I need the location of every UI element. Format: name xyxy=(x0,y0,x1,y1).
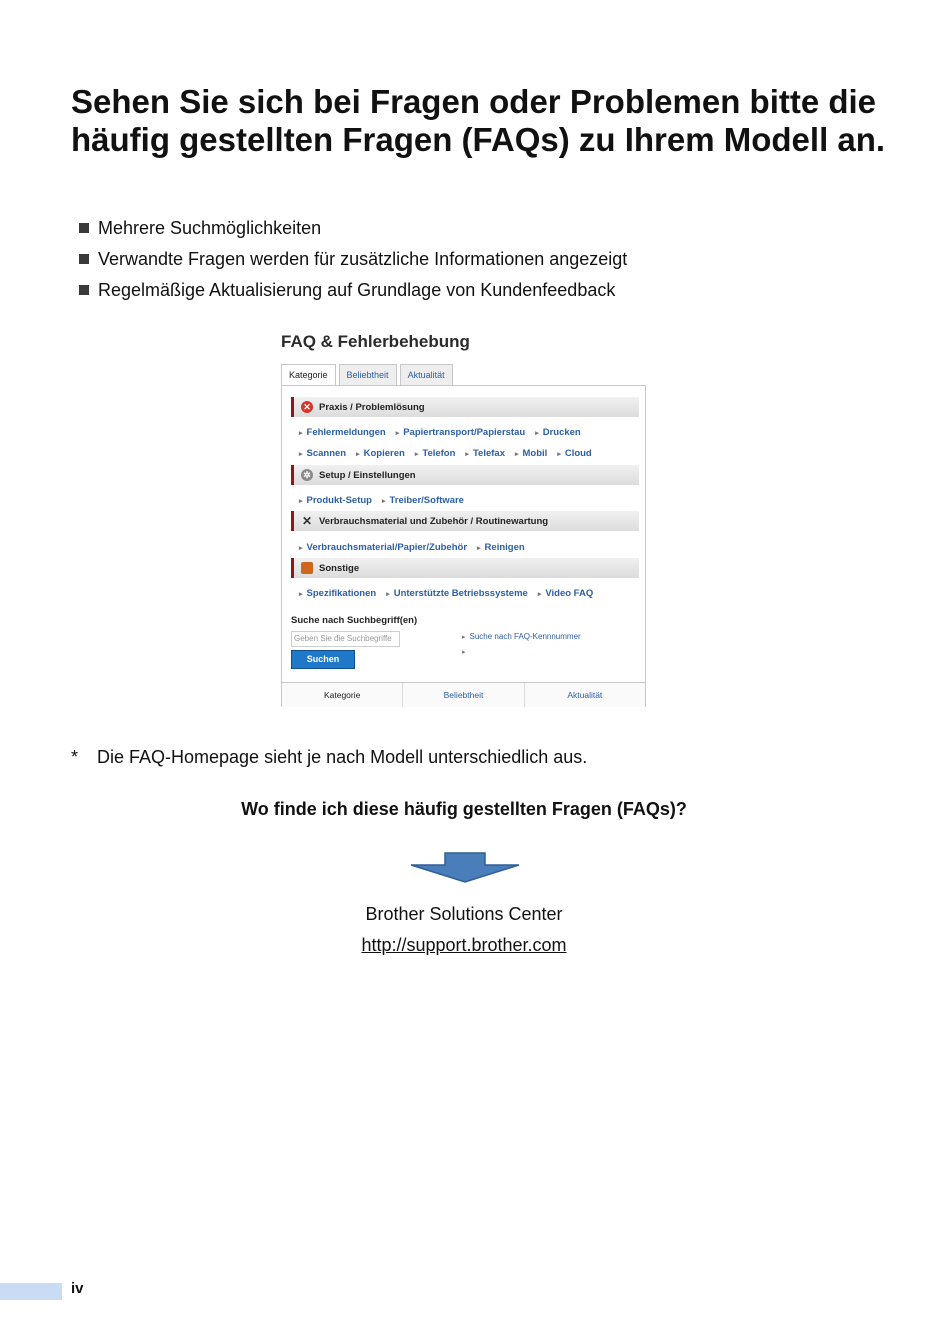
link-treiber-software[interactable]: ▸ Treiber/Software xyxy=(382,495,464,506)
tab-kategorie[interactable]: Kategorie xyxy=(281,364,336,387)
page-number: iv xyxy=(71,1280,84,1297)
tools-icon: ✕ xyxy=(301,514,313,528)
list-item: Mehrere Suchmöglichkeiten xyxy=(79,216,627,247)
link-drucken[interactable]: ▸ Drucken xyxy=(535,427,581,438)
link-produkt-setup[interactable]: ▸ Produkt-Setup xyxy=(299,495,372,506)
bottom-tab-aktualitaet[interactable]: Aktualität xyxy=(567,690,603,700)
link-telefon[interactable]: ▸ Telefon xyxy=(415,448,456,459)
square-bullet-icon xyxy=(79,285,89,295)
solutions-center-url-row xyxy=(0,933,928,957)
gear-icon: ✲ xyxy=(301,469,313,481)
tab-beliebtheit[interactable]: Beliebtheit xyxy=(339,364,397,385)
category-setup: ✲ Setup / Einstellungen xyxy=(291,465,639,485)
solutions-center-name: Brother Solutions Center xyxy=(365,904,563,924)
error-circle-icon: ✕ xyxy=(301,401,313,413)
link-betriebssysteme[interactable]: ▸ Unterstützte Betriebssysteme xyxy=(386,588,528,599)
bottom-tab-kategorie[interactable]: Kategorie xyxy=(282,683,403,707)
footnote-marker: * xyxy=(71,747,79,767)
faq-number-link[interactable]: ▸ Suche nach FAQ-Kennnummer xyxy=(462,632,581,641)
bottom-tab-bar xyxy=(282,682,645,707)
faq-panel xyxy=(281,385,646,707)
search-button[interactable]: Suchen xyxy=(291,650,355,669)
arrow-down-icon xyxy=(408,852,522,884)
list-item: Verwandte Fragen werden für zusätzliche Informationen angezeigt xyxy=(79,247,627,278)
link-kopieren[interactable]: ▸ Kopieren xyxy=(356,448,405,459)
chevron-right-icon: ▸ xyxy=(462,649,466,656)
verbrauch-links xyxy=(299,542,535,553)
category-sonstige: Sonstige xyxy=(291,558,639,578)
link-reinigen[interactable]: ▸ Reinigen xyxy=(477,542,525,553)
link-papiertransport[interactable]: ▸ Papiertransport/Papierstau xyxy=(396,427,525,438)
list-item: Regelmäßige Aktualisierung auf Grundlage von Kundenfeedback xyxy=(79,278,627,309)
praxis-links-row1 xyxy=(299,427,591,438)
solutions-center-link[interactable]: http://support.brother.com xyxy=(361,935,567,955)
page-marker-bar xyxy=(0,1283,62,1300)
category-verbrauch: ✕ Verbrauchsmaterial und Zubehör / Routinewartung xyxy=(291,511,639,531)
page-heading: Sehen Sie sich bei Fragen oder Problemen bitte die häufig gestellten Fragen (FAQs) zu Ihrem Modell an. xyxy=(71,83,886,158)
link-spezifikationen[interactable]: ▸ Spezifikationen xyxy=(299,588,376,599)
square-bullet-icon xyxy=(79,223,89,233)
tab-aktualitaet[interactable]: Aktualität xyxy=(400,364,453,385)
search-input[interactable]: Geben Sie die Suchbegriffe xyxy=(291,631,400,647)
search-label: Suche nach Suchbegriff(en) xyxy=(291,615,418,626)
praxis-links-row2 xyxy=(299,448,602,459)
link-video-faq[interactable]: ▸ Video FAQ xyxy=(538,588,593,599)
faq-tabs xyxy=(281,364,456,385)
link-mobil[interactable]: ▸ Mobil xyxy=(515,448,547,459)
bottom-tab-beliebtheit[interactable]: Beliebtheit xyxy=(403,683,524,707)
footnote-text: Die FAQ-Homepage sieht je nach Modell unterschiedlich aus. xyxy=(97,747,588,767)
square-bullet-icon xyxy=(79,254,89,264)
link-telefax[interactable]: ▸ Telefax xyxy=(465,448,505,459)
setup-links xyxy=(299,495,474,506)
faq-location-question: Wo finde ich diese häufig gestellten Fragen (FAQs)? xyxy=(241,799,687,819)
faq-title: FAQ & Fehlerbehebung xyxy=(281,332,470,351)
link-verbrauchsmaterial[interactable]: ▸ Verbrauchsmaterial/Papier/Zubehör xyxy=(299,542,467,553)
briefcase-icon xyxy=(301,562,313,574)
category-praxis: ✕ Praxis / Problemlösung xyxy=(291,397,639,417)
faq-screenshot xyxy=(279,331,652,707)
feature-list xyxy=(79,216,627,309)
link-fehlermeldungen[interactable]: ▸ Fehlermeldungen xyxy=(299,427,386,438)
link-cloud[interactable]: ▸ Cloud xyxy=(557,448,591,459)
sonstige-links xyxy=(299,588,603,599)
link-scannen[interactable]: ▸ Scannen xyxy=(299,448,346,459)
